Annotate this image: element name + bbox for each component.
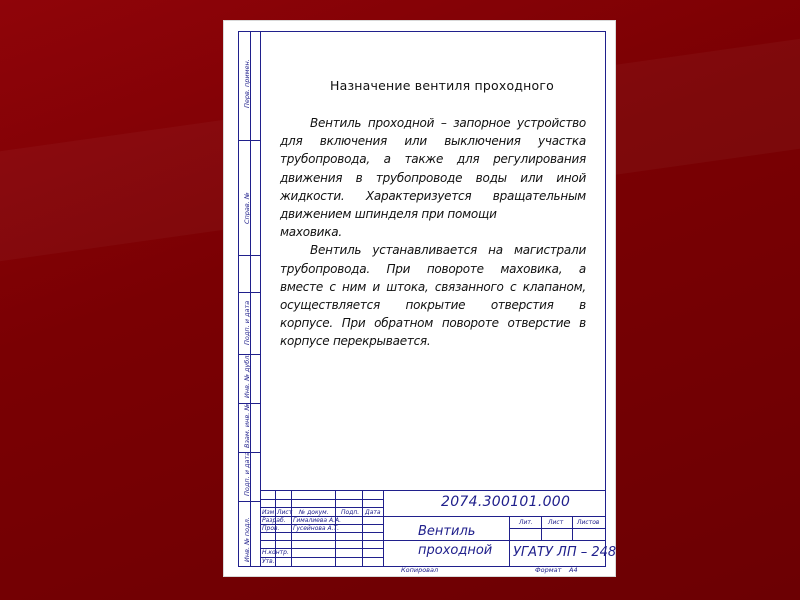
- text-line: Вентиль устанавливается на магистрали: [310, 243, 586, 258]
- title-block-rule: [509, 540, 605, 541]
- title-block-top-border: [260, 490, 605, 491]
- title-block-rule: [383, 540, 509, 541]
- document-title: Назначение вентиля проходного: [330, 78, 554, 93]
- kopiroval-label: Копировал: [401, 566, 439, 574]
- tb-list-label: Лист: [548, 519, 564, 526]
- tb-header-data: Дата: [365, 509, 381, 516]
- title-block-divider: [541, 516, 542, 540]
- tb-listov-label: Листов: [577, 519, 600, 526]
- item-name-line1: Вентиль: [418, 524, 476, 539]
- title-block-divider: [509, 516, 510, 567]
- tb-lit-label: Лит.: [519, 519, 533, 526]
- margin-divider: [238, 501, 260, 502]
- tb-prov-name: Гусейнова А.Т.: [293, 525, 340, 532]
- margin-divider: [238, 140, 260, 141]
- text-line: трубопровода. При повороте маховика, а: [280, 261, 586, 276]
- margin-label-perv-primen: Перв. примен.: [243, 59, 251, 108]
- format-value: А4: [569, 566, 578, 574]
- text-line: для включения или выключения участка: [280, 134, 586, 149]
- document-body: [280, 114, 586, 350]
- text-line: корпусе перекрывается.: [280, 334, 431, 349]
- title-block-row: [260, 507, 383, 508]
- title-block-divider: [383, 490, 384, 567]
- margin-label-podp-data: Подп. и дата: [243, 300, 251, 345]
- text-line: вместе с ним и штока, связанного с клапаном,: [280, 279, 586, 294]
- tb-row-razrab: Разраб.: [262, 517, 286, 524]
- text-line: Вентиль проходной – запорное устройство: [310, 116, 586, 130]
- text-line: движения в трубопроводе воды или иной: [280, 170, 586, 185]
- item-name-line2: проходной: [418, 543, 493, 558]
- frame-inner-border: [260, 31, 261, 567]
- margin-label-inv-podl: Инв. № подл.: [243, 517, 251, 562]
- tb-row-nkontr: Н.контр.: [262, 549, 289, 556]
- title-block-divider: [572, 516, 573, 540]
- margin-label-sprav-no: Справ. №: [243, 192, 251, 224]
- text-line: жидкости. Характеризуется вращательным: [280, 188, 586, 203]
- organization-code: УГАТУ ЛП – 248: [513, 545, 617, 560]
- margin-divider: [238, 292, 260, 293]
- title-block-row: [260, 557, 383, 558]
- margin-label-vzam-inv: Взам. инв. №: [243, 403, 251, 448]
- tb-row-utv: Утв.: [262, 558, 275, 565]
- tb-header-list: Лист: [277, 509, 293, 516]
- text-line: корпусе. При обратном повороте отверстие в: [280, 316, 586, 331]
- title-block-row: [260, 540, 383, 541]
- title-block-row: [260, 499, 383, 500]
- title-block-row: [260, 532, 383, 533]
- tb-header-dokum: № докум.: [299, 509, 329, 516]
- title-block-col: [291, 490, 292, 567]
- tb-razrab-name: Гималиева А.А.: [293, 517, 342, 524]
- tb-header-izm: Изм: [262, 509, 275, 516]
- margin-label-podp-data: Подп. и дата: [243, 451, 251, 496]
- tb-row-prov: Пров.: [262, 525, 280, 532]
- format-label: Формат: [535, 566, 562, 574]
- title-block-rule: [509, 528, 605, 529]
- margin-divider: [238, 255, 260, 256]
- margin-label-inv-dubl: Инв. № дубл.: [243, 353, 251, 398]
- text-line: движением шпинделя при помощи: [280, 206, 497, 221]
- text-line: осуществляется покрытие отверстия в: [280, 297, 586, 312]
- title-block-col: [362, 490, 363, 567]
- text-line: маховика.: [280, 225, 342, 240]
- document-code: 2074.300101.000: [441, 494, 571, 510]
- text-line: трубопровода, а также для регулирования: [280, 152, 586, 167]
- tb-header-podp: Подп.: [341, 509, 360, 516]
